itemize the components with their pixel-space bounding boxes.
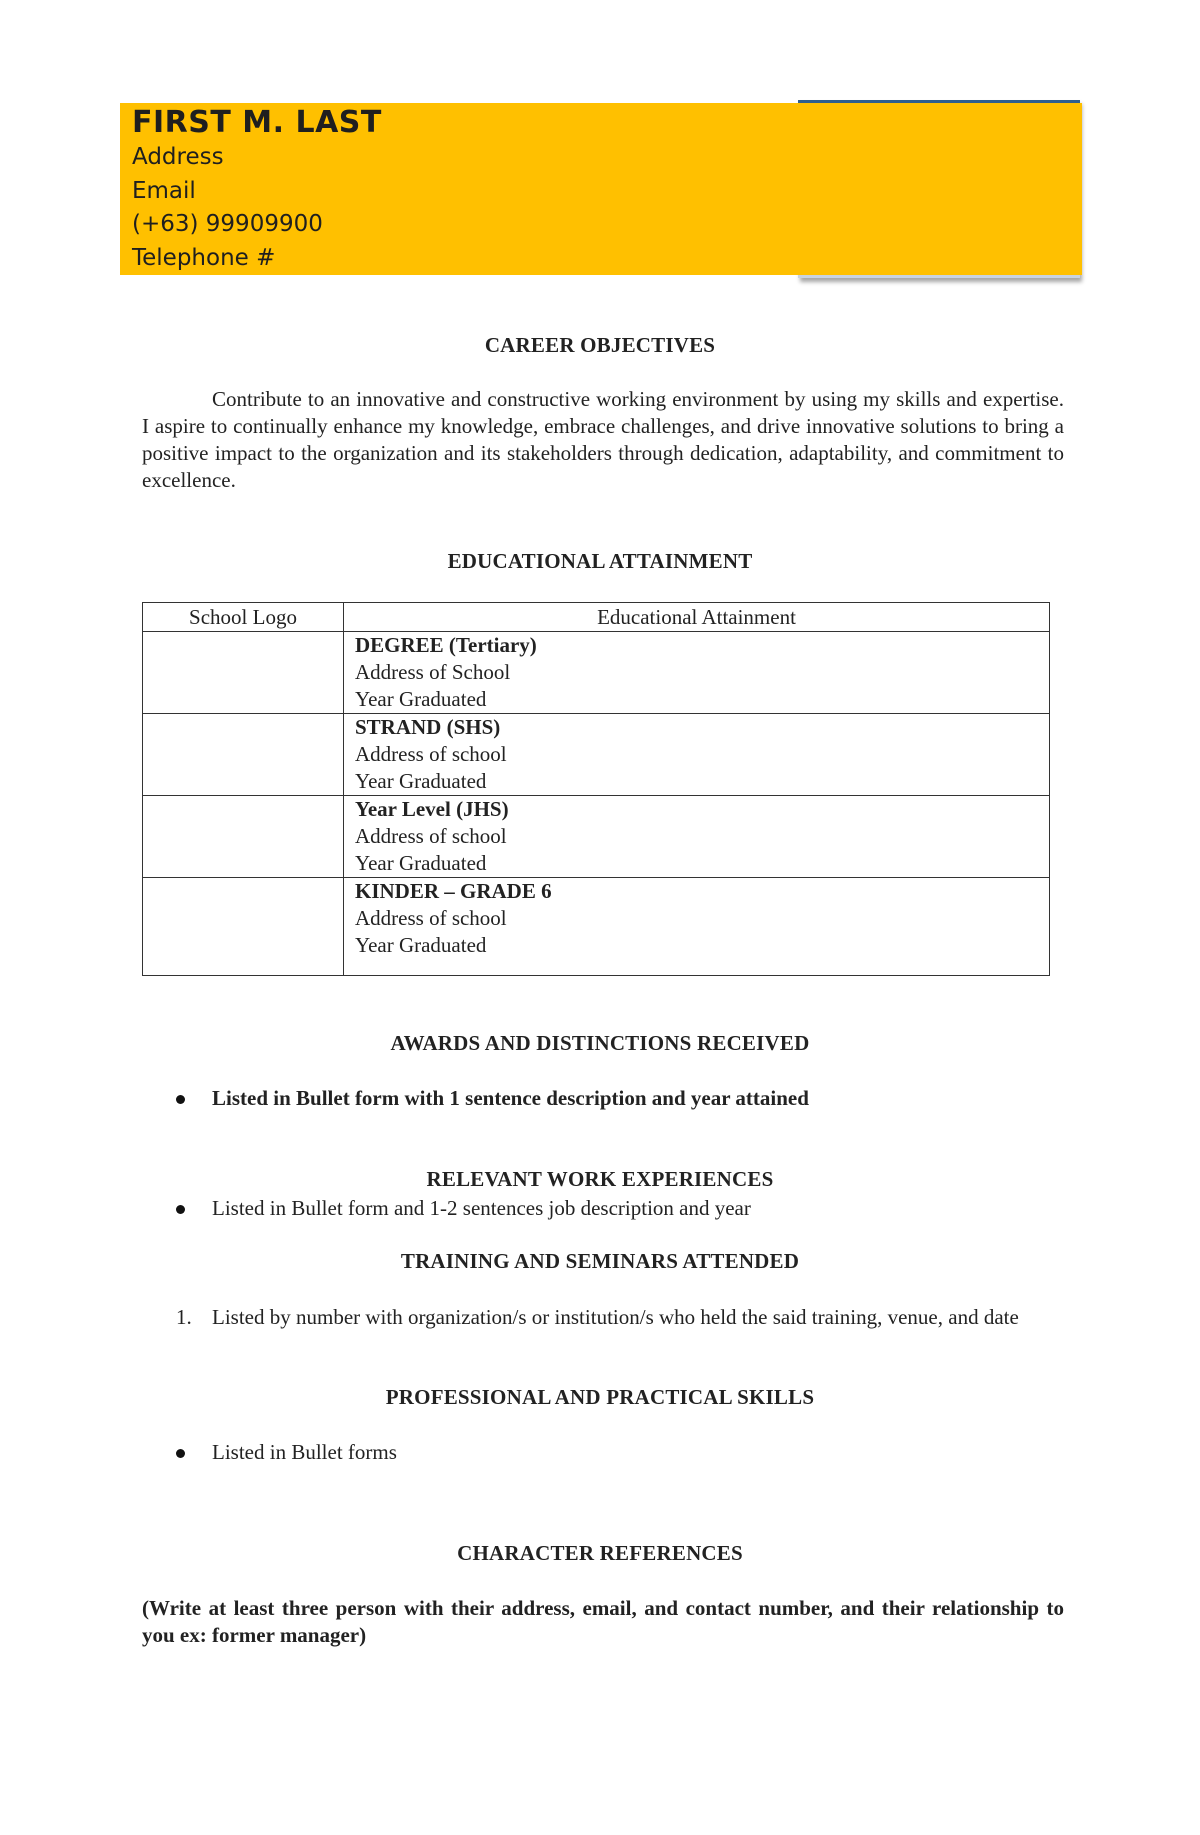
career-objectives-title: CAREER OBJECTIVES	[484, 333, 716, 357]
col-school-logo: School Logo	[143, 603, 344, 632]
phone-line: (+63) 99909900	[132, 211, 323, 237]
table-row	[143, 796, 1050, 878]
col-educational-attainment: Educational Attainment	[344, 603, 1050, 632]
school-logo-cell	[143, 714, 344, 796]
education-table-header	[143, 603, 1050, 632]
year-graduated: Year Graduated	[355, 769, 487, 793]
education-level: STRAND (SHS)	[355, 715, 501, 739]
list-item	[176, 1304, 1048, 1331]
list-item	[212, 1195, 751, 1222]
school-address: Address of school	[355, 824, 507, 848]
address-line: Address	[132, 144, 224, 170]
year-graduated: Year Graduated	[355, 687, 487, 711]
list-item	[212, 1439, 397, 1466]
table-row	[143, 878, 1050, 976]
references-title: CHARACTER REFERENCES	[457, 1541, 743, 1565]
year-graduated: Year Graduated	[355, 851, 487, 875]
education-level: KINDER – GRADE 6	[355, 879, 552, 903]
item-number: 1.	[176, 1305, 192, 1329]
awards-title: AWARDS AND DISTINCTIONS RECEIVED	[390, 1031, 810, 1055]
school-logo-cell	[143, 796, 344, 878]
school-logo-cell	[143, 632, 344, 714]
work-text: Listed in Bullet form and 1-2 sentences job description and year	[212, 1196, 751, 1220]
education-table	[142, 602, 1050, 976]
table-row	[143, 632, 1050, 714]
education-title: EDUCATIONAL ATTAINMENT	[447, 549, 753, 573]
bullet-icon	[176, 1095, 185, 1104]
education-level: DEGREE (Tertiary)	[355, 633, 537, 657]
references-text: (Write at least three person with their address, email, and contact number, and their relationship to you ex: former manager)	[142, 1596, 1064, 1647]
school-logo-cell	[143, 878, 344, 976]
bullet-icon	[176, 1205, 185, 1214]
table-row	[143, 714, 1050, 796]
attainment-cell	[344, 632, 1050, 714]
attainment-cell	[344, 714, 1050, 796]
training-title: TRAINING AND SEMINARS ATTENDED	[400, 1249, 800, 1273]
email-line: Email	[132, 177, 196, 204]
skills-text: Listed in Bullet forms	[212, 1440, 397, 1464]
bullet-icon	[176, 1449, 185, 1458]
training-text: Listed by number with organization/s or institution/s who held the said training, venue, and date	[212, 1305, 1019, 1329]
year-graduated: Year Graduated	[355, 933, 487, 957]
education-level: Year Level (JHS)	[355, 797, 509, 821]
school-address: Address of school	[355, 906, 507, 930]
work-title: RELEVANT WORK EXPERIENCES	[426, 1167, 774, 1191]
award-text: Listed in Bullet form with 1 sentence description and year attained	[212, 1086, 809, 1110]
applicant-name: FIRST M. LAST	[132, 105, 382, 140]
career-objectives-text: Contribute to an innovative and constructive working environment by using my skills and expertise. I aspire to continually enhance my knowledge, embrace challenges, and drive innovative solutions to bring a positive impact to the organization and its stakeholders through dedication, adaptability, and commitment to excellence.	[142, 387, 1064, 492]
school-address: Address of School	[355, 660, 511, 684]
school-address: Address of school	[355, 742, 507, 766]
skills-title: PROFESSIONAL AND PRACTICAL SKILLS	[385, 1385, 815, 1409]
telephone-line: Telephone #	[132, 244, 276, 271]
attainment-cell	[344, 796, 1050, 878]
attainment-cell	[344, 878, 1050, 976]
header-block	[120, 103, 1082, 275]
list-item	[212, 1085, 809, 1112]
